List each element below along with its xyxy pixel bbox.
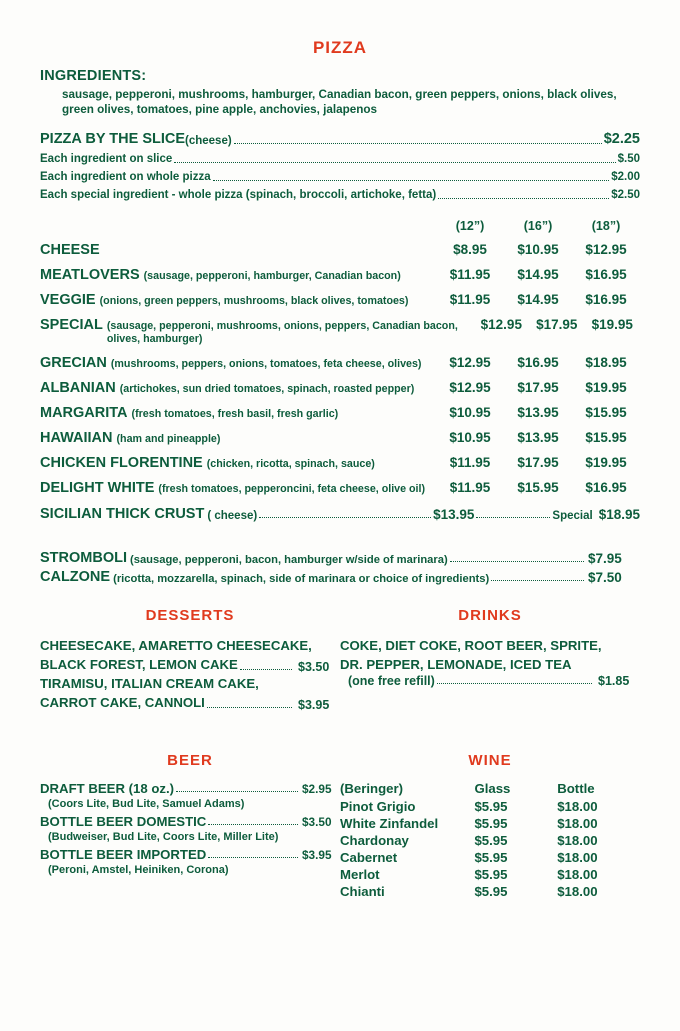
pizza-item-row [40, 455, 640, 471]
wine-name: Cabernet [340, 850, 398, 865]
wine-glass-price: $5.95 [474, 867, 508, 882]
pizza-price-16: $13.95 [517, 430, 559, 445]
wine-col-glass: Glass [474, 781, 511, 796]
sicilian-price-1: $13.95 [433, 507, 475, 522]
pizza-price-16: $17.95 [536, 317, 578, 332]
drinks-line-1: COKE, DIET COKE, ROOT BEER, SPRITE, [340, 638, 602, 653]
pizza-item-desc: (sausage, pepperoni, mushrooms, onions, peppers, Canadian bacon, olives, hamburger) [106, 320, 458, 345]
dot-leader [213, 171, 610, 181]
pizza-price-12: $11.95 [449, 480, 491, 495]
dessert-group-2-line-2: CARROT CAKE, CANNOLI [40, 695, 205, 710]
table-row [340, 866, 640, 883]
slice-extra-row [40, 171, 640, 183]
wine-table [340, 781, 640, 900]
beer-title: BEER [167, 752, 213, 769]
pizza-item-desc: (onions, green peppers, mushrooms, black olives, tomatoes) [99, 295, 409, 307]
desserts-drinks-row [40, 607, 640, 712]
beer-item-name: DRAFT BEER (18 oz.) [40, 781, 175, 796]
pizza-price-18: $16.95 [585, 267, 627, 282]
pizza-price-18: $19.95 [591, 317, 633, 332]
wine-glass-price: $5.95 [474, 799, 508, 814]
dessert-group-1-line-1: CHEESECAKE, AMARETTO CHEESECAKE, [40, 638, 312, 653]
size-col-12: (12”) [455, 219, 485, 233]
sicilian-name: SICILIAN THICK CRUST [40, 506, 205, 522]
pizza-item-desc: (mushrooms, peppers, onions, tomatoes, feta cheese, olives) [110, 358, 422, 370]
pizza-price-18: $19.95 [585, 380, 627, 395]
dot-leader [176, 782, 298, 792]
pizza-item-row [40, 405, 640, 421]
pizza-item-name: GRECIAN [40, 355, 107, 371]
beer-wine-row [40, 734, 640, 900]
dot-leader [491, 571, 584, 581]
specialty-name: CALZONE [40, 569, 111, 585]
wine-bottle-price: $18.00 [557, 833, 598, 848]
dot-leader [207, 698, 292, 708]
pizza-price-12: $12.95 [449, 355, 491, 370]
wine-col-bottle: Bottle [557, 781, 595, 796]
wine-bottle-price: $18.00 [557, 884, 598, 899]
drinks-refill-row [340, 674, 640, 688]
dot-leader [476, 508, 550, 518]
pizza-price-16: $14.95 [517, 292, 559, 307]
pizza-by-slice-row [40, 131, 640, 147]
pizza-by-slice-price: $2.25 [603, 131, 640, 147]
dessert-group-2-line-1: TIRAMISU, ITALIAN CREAM CAKE, [40, 676, 259, 691]
pizza-item-name: ALBANIAN [40, 380, 116, 396]
table-row [340, 883, 640, 900]
pizza-item-row [40, 380, 640, 396]
pizza-price-18: $15.95 [585, 405, 627, 420]
dot-leader [450, 552, 584, 562]
dot-leader [438, 189, 609, 199]
wine-glass-price: $5.95 [474, 884, 508, 899]
beer-item-row [40, 781, 340, 796]
slice-extra-name: Each special ingredient - whole pizza (spinach, broccoli, artichoke, fetta) [40, 189, 437, 201]
slice-extra-price: $2.50 [611, 189, 640, 201]
pizza-by-slice-block [40, 131, 640, 201]
specialty-price: $7.95 [588, 551, 622, 566]
pizza-item-row [40, 267, 640, 283]
pizza-price-18: $16.95 [585, 480, 627, 495]
pizza-item-name: MARGARITA [40, 405, 128, 421]
slice-extra-name: Each ingredient on slice [40, 153, 173, 165]
drinks-price: $1.85 [598, 674, 630, 688]
pizza-item-desc: (chicken, ricotta, spinach, sauce) [206, 458, 375, 470]
drinks-refill-note: (one free refill) [348, 674, 435, 688]
table-row [340, 849, 640, 866]
slice-extra-price: $2.00 [611, 171, 640, 183]
pizza-price-12: $11.95 [449, 267, 491, 282]
pizza-price-12: $11.95 [449, 292, 491, 307]
menu-content [0, 68, 680, 900]
pizza-price-16: $13.95 [517, 405, 559, 420]
pizza-item-name: CHICKEN FLORENTINE [40, 455, 203, 471]
pizza-price-16: $14.95 [517, 267, 559, 282]
slice-extra-name: Each ingredient on whole pizza [40, 171, 211, 183]
dot-leader [259, 508, 431, 518]
size-col-16: (16”) [523, 219, 553, 233]
beer-item-row [40, 847, 340, 862]
wine-header-row [340, 781, 640, 798]
dot-leader [240, 660, 292, 670]
beer-item-sub: (Peroni, Amstel, Heiniken, Corona) [48, 864, 229, 876]
beer-item-name: BOTTLE BEER DOMESTIC [40, 814, 207, 829]
wine-glass-price: $5.95 [474, 850, 508, 865]
wine-name: Pinot Grigio [340, 799, 416, 814]
pizza-item-name: VEGGIE [40, 292, 96, 308]
specialty-row [40, 550, 640, 566]
wine-bottle-price: $18.00 [557, 850, 598, 865]
dot-leader [437, 674, 592, 684]
spacer [40, 219, 436, 233]
wine-glass-price: $5.95 [474, 816, 508, 831]
pizza-item-row [40, 292, 640, 308]
pizza-size-header [40, 219, 640, 233]
pizza-item-name: MEATLOVERS [40, 267, 140, 283]
pizza-price-12: $12.95 [449, 380, 491, 395]
wine-title: WINE [468, 752, 512, 769]
specialty-name: STROMBOLI [40, 550, 127, 566]
pizza-price-16: $15.95 [517, 480, 559, 495]
drinks-title: DRINKS [458, 607, 522, 624]
pizza-price-12: $8.95 [453, 242, 487, 257]
drinks-column [340, 607, 640, 712]
sicilian-paren: ( cheese) [207, 510, 258, 522]
dot-leader [234, 134, 602, 144]
dot-leader [174, 153, 615, 163]
specialty-desc: (ricotta, mozzarella, spinach, side of marinara or choice of ingredients) [113, 573, 490, 585]
slice-extra-row [40, 189, 640, 201]
desserts-column [40, 607, 340, 712]
beer-item-price: $2.95 [302, 782, 332, 796]
pizza-item-desc: (artichokes, sun dried tomatoes, spinach, roasted pepper) [119, 383, 415, 395]
table-row [340, 832, 640, 849]
beer-item-price: $3.95 [302, 848, 332, 862]
pizza-price-18: $19.95 [585, 455, 627, 470]
pizza-price-16: $10.95 [517, 242, 559, 257]
table-row [340, 815, 640, 832]
pizza-item-row [40, 242, 640, 258]
slice-extra-price: $.50 [617, 153, 640, 165]
dessert-group-2-row [40, 693, 340, 712]
pizza-price-12: $10.95 [449, 430, 491, 445]
pizza-price-18: $16.95 [585, 292, 627, 307]
wine-name: White Zinfandel [340, 816, 439, 831]
dessert-group-2-price: $3.95 [298, 698, 330, 712]
table-row [340, 798, 640, 815]
pizza-by-slice-name: PIZZA BY THE SLICE [40, 131, 186, 147]
slice-extra-row [40, 153, 640, 165]
beer-item-name: BOTTLE BEER IMPORTED [40, 847, 207, 862]
dessert-group-1-price: $3.50 [298, 660, 330, 674]
specialty-block [40, 550, 640, 585]
beer-item-sub: (Budweiser, Bud Lite, Coors Lite, Miller Lite) [48, 831, 279, 843]
pizza-item-desc: (ham and pineapple) [116, 433, 221, 445]
dessert-group-1-row [40, 655, 340, 674]
pizza-price-16: $16.95 [517, 355, 559, 370]
wine-bottle-price: $18.00 [557, 799, 598, 814]
pizza-item-desc: (fresh tomatoes, pepperoncini, feta cheese, olive oil) [158, 483, 426, 495]
pizza-price-16: $17.95 [517, 455, 559, 470]
pizza-price-18: $12.95 [585, 242, 627, 257]
wine-bottle-price: $18.00 [557, 816, 598, 831]
wine-name: Merlot [340, 867, 380, 882]
pizza-price-12: $10.95 [449, 405, 491, 420]
dot-leader [208, 848, 298, 858]
pizza-item-desc: (sausage, pepperoni, hamburger, Canadian bacon) [143, 270, 401, 282]
pizza-item-row [40, 430, 640, 446]
pizza-item-row [40, 480, 640, 496]
beer-column [40, 734, 340, 900]
dessert-group-1-line-2: BLACK FOREST, LEMON CAKE [40, 657, 238, 672]
pizza-item-name: DELIGHT WHITE [40, 480, 155, 496]
ingredients-label: INGREDIENTS: [40, 68, 147, 84]
pizza-item-name: HAWAIIAN [40, 430, 113, 446]
pizza-price-18: $18.95 [585, 355, 627, 370]
pizza-item-row [40, 355, 640, 371]
pizza-item-name: SPECIAL [40, 317, 103, 333]
pizza-price-16: $17.95 [517, 380, 559, 395]
wine-bottle-price: $18.00 [557, 867, 598, 882]
wine-name: Chardonay [340, 833, 409, 848]
wine-column [340, 734, 640, 900]
pizza-item-row [40, 317, 640, 346]
pizza-item-name: CHEESE [40, 242, 100, 258]
pizza-item-list [40, 242, 640, 522]
dot-leader [208, 815, 298, 825]
sicilian-row [40, 506, 640, 522]
ingredients-line-2: green olives, tomatoes, pine apple, anchovies, jalapenos [62, 103, 378, 116]
wine-name: Chianti [340, 884, 385, 899]
sicilian-special-label: Special [552, 510, 593, 522]
ingredients-line-1: sausage, pepperoni, mushrooms, hamburger, Canadian bacon, green peppers, onions, black olives, [62, 88, 617, 101]
pizza-section-title: PIZZA [312, 38, 368, 57]
size-col-18: (18”) [591, 219, 621, 233]
beer-item-row [40, 814, 340, 829]
ingredients-list [62, 87, 640, 117]
wine-brand: (Beringer) [340, 781, 404, 796]
specialty-price: $7.50 [588, 570, 622, 585]
wine-glass-price: $5.95 [474, 833, 508, 848]
pizza-price-12: $11.95 [449, 455, 491, 470]
pizza-by-slice-paren: (cheese) [185, 135, 232, 147]
specialty-row [40, 569, 640, 585]
beer-item-sub: (Coors Lite, Bud Lite, Samuel Adams) [48, 798, 245, 810]
specialty-desc: (sausage, pepperoni, bacon, hamburger w/side of marinara) [130, 554, 448, 566]
desserts-title: DESSERTS [145, 607, 235, 624]
pizza-price-18: $15.95 [585, 430, 627, 445]
pizza-price-12: $12.95 [480, 317, 522, 332]
sicilian-price-2: $18.95 [598, 507, 640, 522]
beer-item-price: $3.50 [302, 815, 332, 829]
menu-page [0, 38, 680, 1031]
pizza-item-desc: (fresh tomatoes, fresh basil, fresh garlic) [131, 408, 339, 420]
drinks-line-2: DR. PEPPER, LEMONADE, ICED TEA [340, 657, 572, 672]
